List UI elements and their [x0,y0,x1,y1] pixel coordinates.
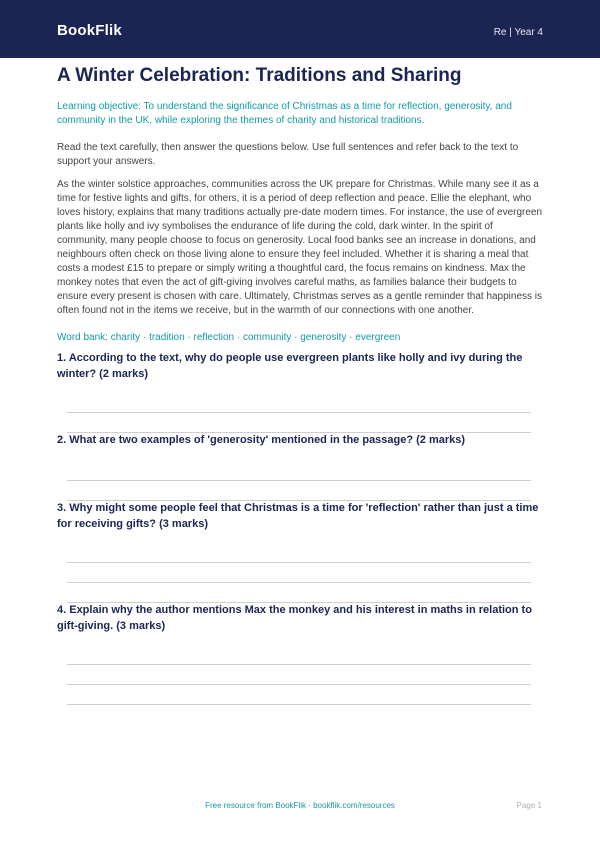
footer-source-link[interactable]: Free resource from BookFlik · bookflik.com/resources [205,801,395,810]
answer-line[interactable] [67,664,531,665]
answer-line[interactable] [67,704,531,705]
instructions: Read the text carefully, then answer the questions below. Use full sentences and refer back to the text to support your answers. [57,142,519,167]
page-title: A Winter Celebration: Traditions and Sharing [57,65,462,86]
page-number: Page 1 [516,801,542,810]
reading-passage: As the winter solstice approaches, communities across the UK prepare for Christmas. While many see it as a time for festive lights and gifts, for others, it is a period of deep reflection and peace. Ellie the elephant, who loves history, explains that many traditions actually pre-date modern times. For instance, the use of evergreen plants like holly and ivy symbolises the endurance of life during the cold, dark winter. In the spirit of community, many people choose to focus on generosity. Local food banks see an increase in donations, and neighbours often check on those living alone to ensure they feel included. Whether it is sharing a meal that costs a modest £15 to prepare or simply writing a thoughtful card, the focus remains on kindness. Max the monkey notes that even the act of gift-giving involves careful maths, as families balance their budgets to ensure every present is chosen with care. Ultimately, Christmas serves as a gentle reminder that happiness is often found not in the items we receive, but in the warmth of our connections with one another. [57,179,543,316]
question-2: 2. What are two examples of 'generosity' mentioned in the passage? (2 marks) [57,434,466,446]
worksheet-intro [57,65,544,345]
question-1: 1. According to the text, why do people use evergreen plants like holly and ivy during the winter? (2 marks) [57,352,523,380]
question-3: 3. Why might some people feel that Christmas is a time for 'reflection' rather than just a time for receiving gifts? (3 marks) [57,502,539,530]
subject-year-label: Re | Year 4 [493,27,543,38]
answer-line[interactable] [67,582,531,583]
page-header [0,0,600,58]
word-bank: Word bank: charity · tradition · reflection · community · generosity · evergreen [57,332,401,343]
question-4: 4. Explain why the author mentions Max the monkey and his interest in maths in relation to gift-giving. (3 marks) [57,604,532,632]
answer-line[interactable] [67,684,531,685]
learning-objective: Learning objective: To understand the significance of Christmas as a time for reflection, generosity, and community in the UK, while exploring the themes of charity and historical traditions. [57,101,512,126]
answer-line[interactable] [67,412,531,413]
answer-line[interactable] [67,480,531,481]
answer-line[interactable] [67,562,531,563]
brand-logo[interactable]: BookFlik [57,22,122,39]
